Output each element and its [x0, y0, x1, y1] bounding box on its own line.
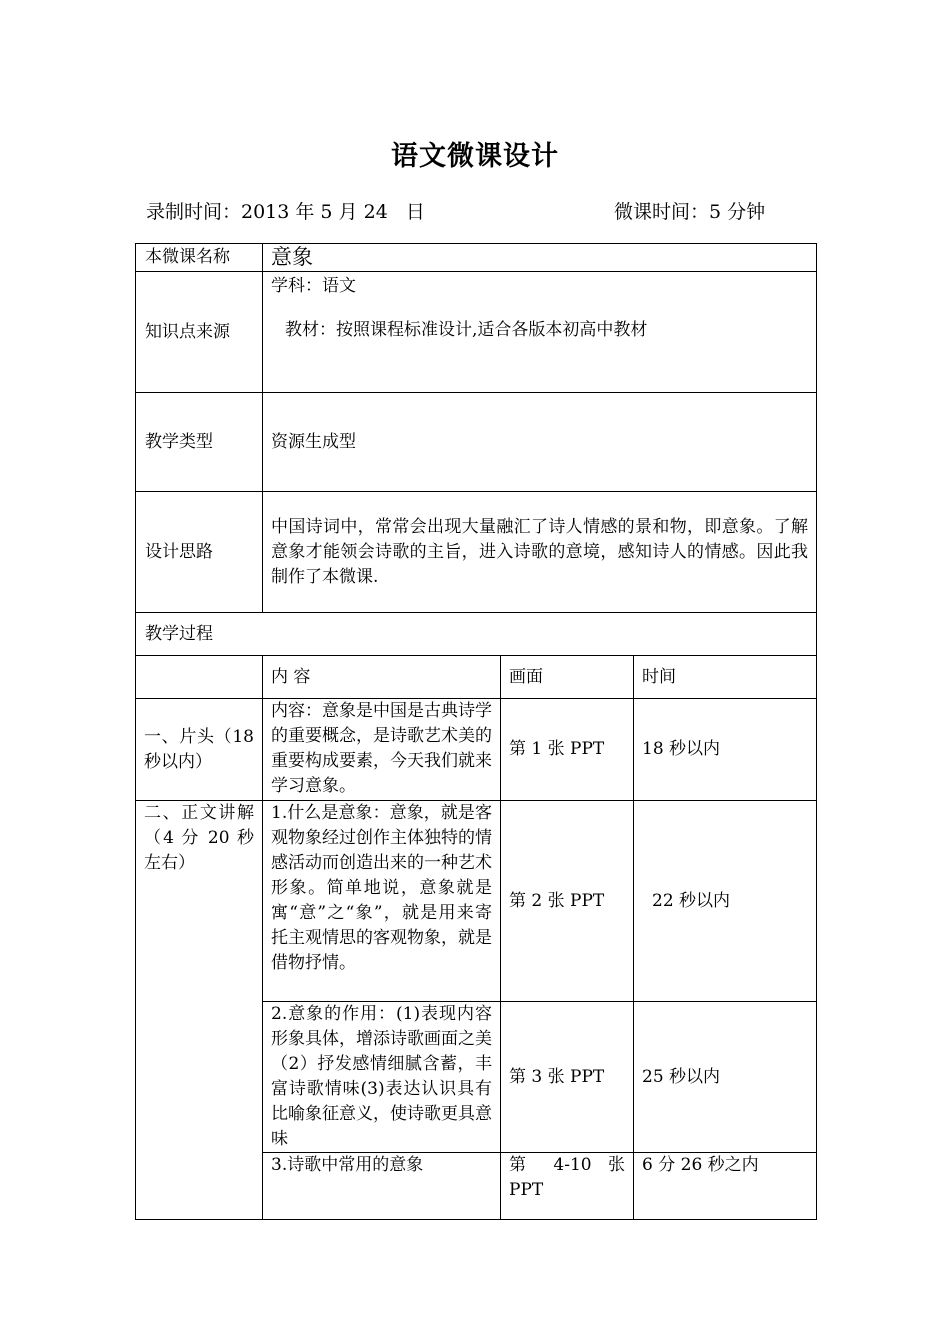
- stage-main-label: 二、正文讲解（4 分 20 秒左右）: [136, 801, 263, 1220]
- source-subject: 学科：语文: [271, 276, 356, 296]
- stage-main-1-screen: 第 2 张 PPT: [501, 801, 634, 1002]
- stage-main-3-time: 6 分 26 秒之内: [634, 1153, 817, 1220]
- teaching-type-label: 教学类型: [136, 393, 263, 492]
- course-name-label: 本微课名称: [136, 244, 263, 272]
- source-textbook: 教材：按照课程标准设计,适合各版本初高中教材: [285, 320, 648, 340]
- course-name-value: 意象: [263, 244, 817, 272]
- teaching-type-row: [136, 393, 817, 492]
- source-row: [136, 272, 817, 393]
- stage-main-2-content: 2.意象的作用：(1)表现内容形象具体，增添诗歌画面之美（2）抒发感情细腻含蓄，丰富诗歌情味(3)表达认识具有比喻象征意义，使诗歌更具意味: [263, 1002, 501, 1153]
- process-label: 教学过程: [136, 613, 817, 656]
- header-time: 时间: [634, 656, 817, 699]
- stage-main-3-content: 3.诗歌中常用的意象: [263, 1153, 501, 1220]
- design-value: 中国诗词中，常常会出现大量融汇了诗人情感的景和物，即意象。了解意象才能领会诗歌的主旨，进入诗歌的意境，感知诗人的情感。因此我制作了本微课.: [263, 492, 817, 613]
- stage-intro-time: 18 秒以内: [634, 699, 817, 801]
- header-content: 内 容: [263, 656, 501, 699]
- stage-main-2-screen: 第 3 张 PPT: [501, 1002, 634, 1153]
- stage-main-2-time: 25 秒以内: [634, 1002, 817, 1153]
- design-label: 设计思路: [136, 492, 263, 613]
- process-row-intro: [136, 699, 817, 801]
- course-duration: 微课时间：5 分钟: [614, 201, 766, 223]
- stage-main-1-time: 22 秒以内: [634, 801, 817, 1002]
- page-title: 语文微课设计: [391, 141, 559, 172]
- record-time: 录制时间：2013 年 5 月 24 日: [146, 201, 425, 223]
- stage-main-1-content: 1.什么是意象：意象，就是客观物象经过创作主体独特的情感活动而创造出来的一种艺术形象。简单地说，意象就是寓“意”之“象”，就是用来寄托主观情思的客观物象，就是借物抒情。: [263, 801, 501, 1002]
- stage-intro-content: 内容：意象是中国是古典诗学的重要概念，是诗歌艺术美的重要构成要素，今天我们就来学习意象。: [263, 699, 501, 801]
- source-label: 知识点来源: [136, 272, 263, 393]
- process-header-row: [136, 656, 817, 699]
- process-title-row: [136, 613, 817, 656]
- teaching-type-value: 资源生成型: [263, 393, 817, 492]
- stage-intro-label: 一、片头（18 秒以内）: [136, 699, 263, 801]
- stage-intro-screen: 第 1 张 PPT: [501, 699, 634, 801]
- stage-main-3-screen: 第 4-10 张 PPT: [501, 1153, 634, 1220]
- course-name-row: [136, 244, 817, 272]
- process-header-empty: [136, 656, 263, 699]
- header-screen: 画面: [501, 656, 634, 699]
- design-row: [136, 492, 817, 613]
- process-row-main-1: [136, 801, 817, 1002]
- lesson-design-table: [135, 243, 817, 1220]
- source-cell: [263, 272, 817, 393]
